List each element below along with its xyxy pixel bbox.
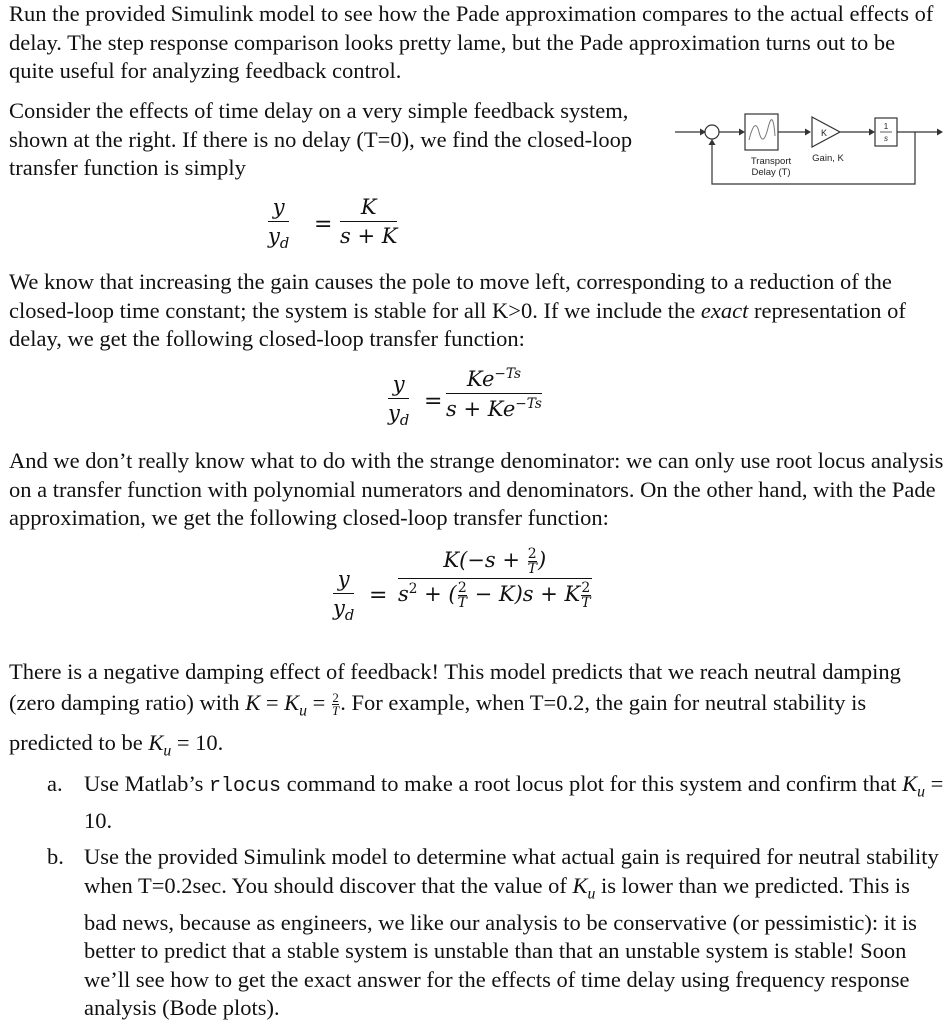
item-a: [0, 770, 949, 834]
denominator-paragraph: And we don’t really know what to do with the strange denominator: we can only use root locus analysis on a transfer function with polynomial numerators and denominators. On the other hand, with the Pade approximation, we get the following closed-loop transfer function:: [9, 448, 944, 531]
damping-paragraph: There is a negative damping effect of feedback! This model predicts that we reach neutral damping (zero damping ratio) with $K = K_u$ = $\frac{2}{T}$ . For example, when T=0.2, the gain for neutral stability is predicted to be $K_u = 10$.: [9, 659, 901, 759]
eq1-lhs: [268, 195, 289, 252]
eq3-lhs: y $y_d$: [333, 567, 355, 625]
feedback-block-diagram: [675, 108, 945, 198]
exact-word: exact: [700, 297, 749, 323]
eq1-rhs: [340, 195, 397, 248]
intro-paragraph: Run the provided Simulink model to see how the Pade approximation compares to the actual effects of delay. The step response comparison looks pretty lame, but the Pade approximation turns out to be quite useful for analyzing feedback control.: [9, 1, 934, 84]
item-b-text: Use the provided Simulink model to determine what actual gain is required for neutral stability when T=0.2sec. You should discover that the value of $K_u$ is lower than we predicted. This is bad news, because as engineers, we like our analysis to be conservative (or pessimistic): it is better to predict that a stable system is unstable than that an unstable system is stable! Soon we’ll see how to get the exact answer for the effects of time delay using frequency response analysis (Bode plots).: [84, 844, 939, 1021]
eq3-equals: =: [369, 583, 388, 608]
delay-label-line2: Delay (T): [751, 167, 791, 178]
transport-delay-block: [745, 114, 778, 150]
eq1-rhs-num: K: [360, 195, 377, 219]
consider-paragraph: Consider the effects of time delay on a very simple feedback system, shown at the right. If there is no delay (T=0), we find the closed-loop transfer function is simply: [9, 98, 633, 181]
item-b-label: b.: [47, 844, 64, 869]
integrator-num: 1: [883, 122, 889, 131]
eq2-rhs-num: $Ke^{-Ts}$: [466, 366, 521, 391]
gain-paragraph: We know that increasing the gain causes the pole to move left, corresponding to a reduction of the closed-loop time constant; the system is stable for all K>0. If we include the exact representation of delay, we get the following closed-loop transfer function:: [9, 269, 906, 352]
eq2-rhs: [446, 366, 542, 421]
delay-label-line1: Transport: [750, 156, 792, 167]
eq3-rhs: [398, 547, 592, 610]
eq2-lhs: y $y_d$: [388, 372, 410, 430]
eq2-rhs-den: $s + Ke^{-Ts}$: [446, 396, 542, 421]
rlocus-code: rlocus: [208, 775, 281, 798]
eq1-equals: =: [314, 212, 333, 237]
integrator-den: s: [884, 134, 888, 143]
eq1-lhs-den: $y_d$: [268, 224, 290, 253]
eq2-equals: =: [424, 389, 443, 414]
item-a-text: Use Matlab’s rlocus command to make a root locus plot for this system and confirm that $K_u = 10$.: [84, 771, 944, 834]
gain-label: Gain, K: [812, 153, 844, 164]
item-b: [0, 843, 949, 1023]
eq3-rhs-num: K(−s + $\frac{2}{T}$ ): [443, 546, 547, 577]
eq1-lhs-num: y: [272, 195, 285, 219]
gain-symbol: K: [821, 128, 828, 138]
item-a-label: a.: [47, 771, 63, 796]
eq1-rhs-den: s + K: [340, 224, 398, 248]
eq3-rhs-den: $s^2$ + ( $\frac{2}{T}$ − K)s + K $\frac{2}{T}$: [398, 580, 591, 611]
summing-junction: [705, 125, 719, 139]
